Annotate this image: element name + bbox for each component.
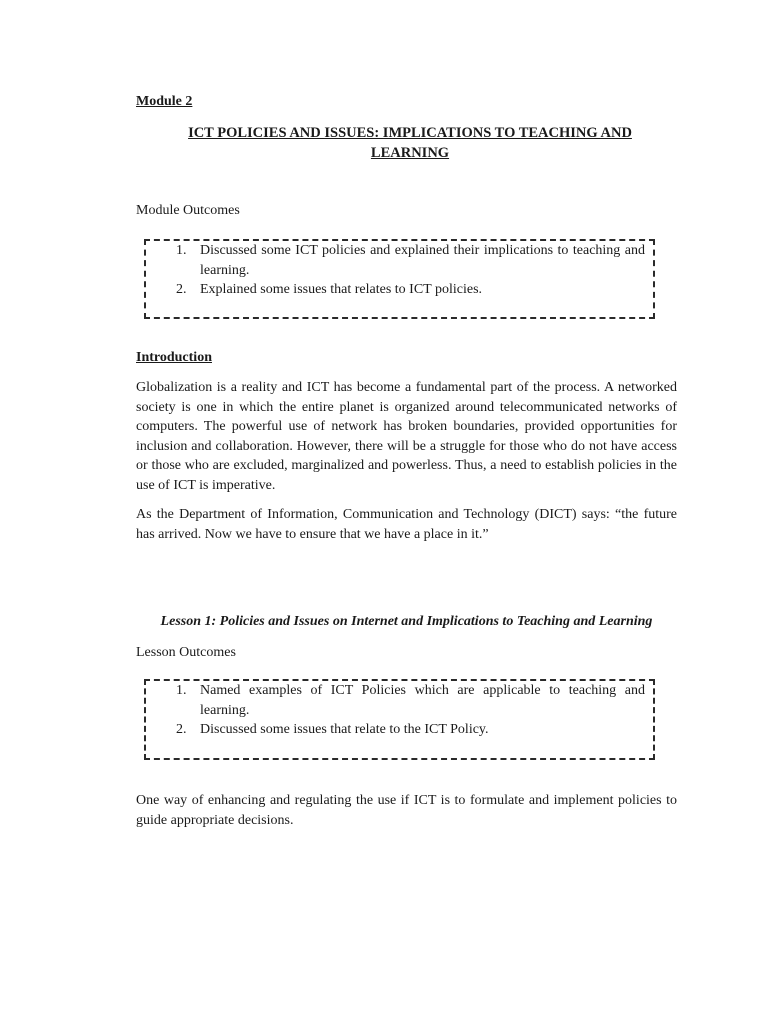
list-number: 2. — [176, 722, 187, 737]
lesson-outcomes-list — [146, 681, 653, 740]
list-text: Explained some issues that relates to ICT policies. — [200, 282, 483, 297]
list-text: Discussed some issues that relate to the ICT Policy. — [200, 722, 489, 737]
list-item — [146, 241, 653, 280]
list-number: 2. — [176, 282, 187, 297]
list-number: 1. — [176, 683, 187, 698]
introduction-heading: Introduction — [136, 350, 212, 365]
closing-paragraph: One way of enhancing and regulating the use if ICT is to formulate and implement policies to guide appropriate decisions. — [136, 793, 677, 828]
list-number: 1. — [176, 243, 187, 258]
introduction-paragraph: Globalization is a reality and ICT has become a fundamental part of the process. A networked society is one in which the entire planet is organized around telecommunicated networks of computers. The powerful use of network has broken boundaries, provided opportunities for inclusion and collaboration. However, there will be a struggle for those who do not have access or those who are excluded, marginalized and powerless. Thus, a need to establish policies in the use of ICT is imperative. — [136, 380, 677, 493]
lesson-title: Lesson 1: Policies and Issues on Internet and Implications to Teaching and Learning — [160, 614, 653, 629]
list-text: Named examples of ICT Policies which are applicable to teaching and learning. — [200, 683, 645, 718]
module-outcomes-list — [146, 241, 653, 300]
module-label: Module 2 — [136, 94, 193, 109]
module-outcomes-box — [144, 239, 655, 319]
list-text: Discussed some ICT policies and explained their implications to teaching and learning. — [200, 243, 645, 278]
module-title: ICT POLICIES AND ISSUES: IMPLICATIONS TO TEACHING AND LEARNING — [188, 125, 632, 161]
lesson-outcomes-heading: Lesson Outcomes — [136, 645, 236, 660]
list-item — [146, 280, 653, 300]
lesson-outcomes-box — [144, 679, 655, 760]
list-item — [146, 720, 653, 740]
list-item — [146, 681, 653, 720]
module-outcomes-heading: Module Outcomes — [136, 203, 240, 218]
dict-quote-paragraph: As the Department of Information, Communication and Technology (DICT) says: “the future has arrived. Now we have to ensure that we have a place in it.” — [136, 507, 677, 542]
